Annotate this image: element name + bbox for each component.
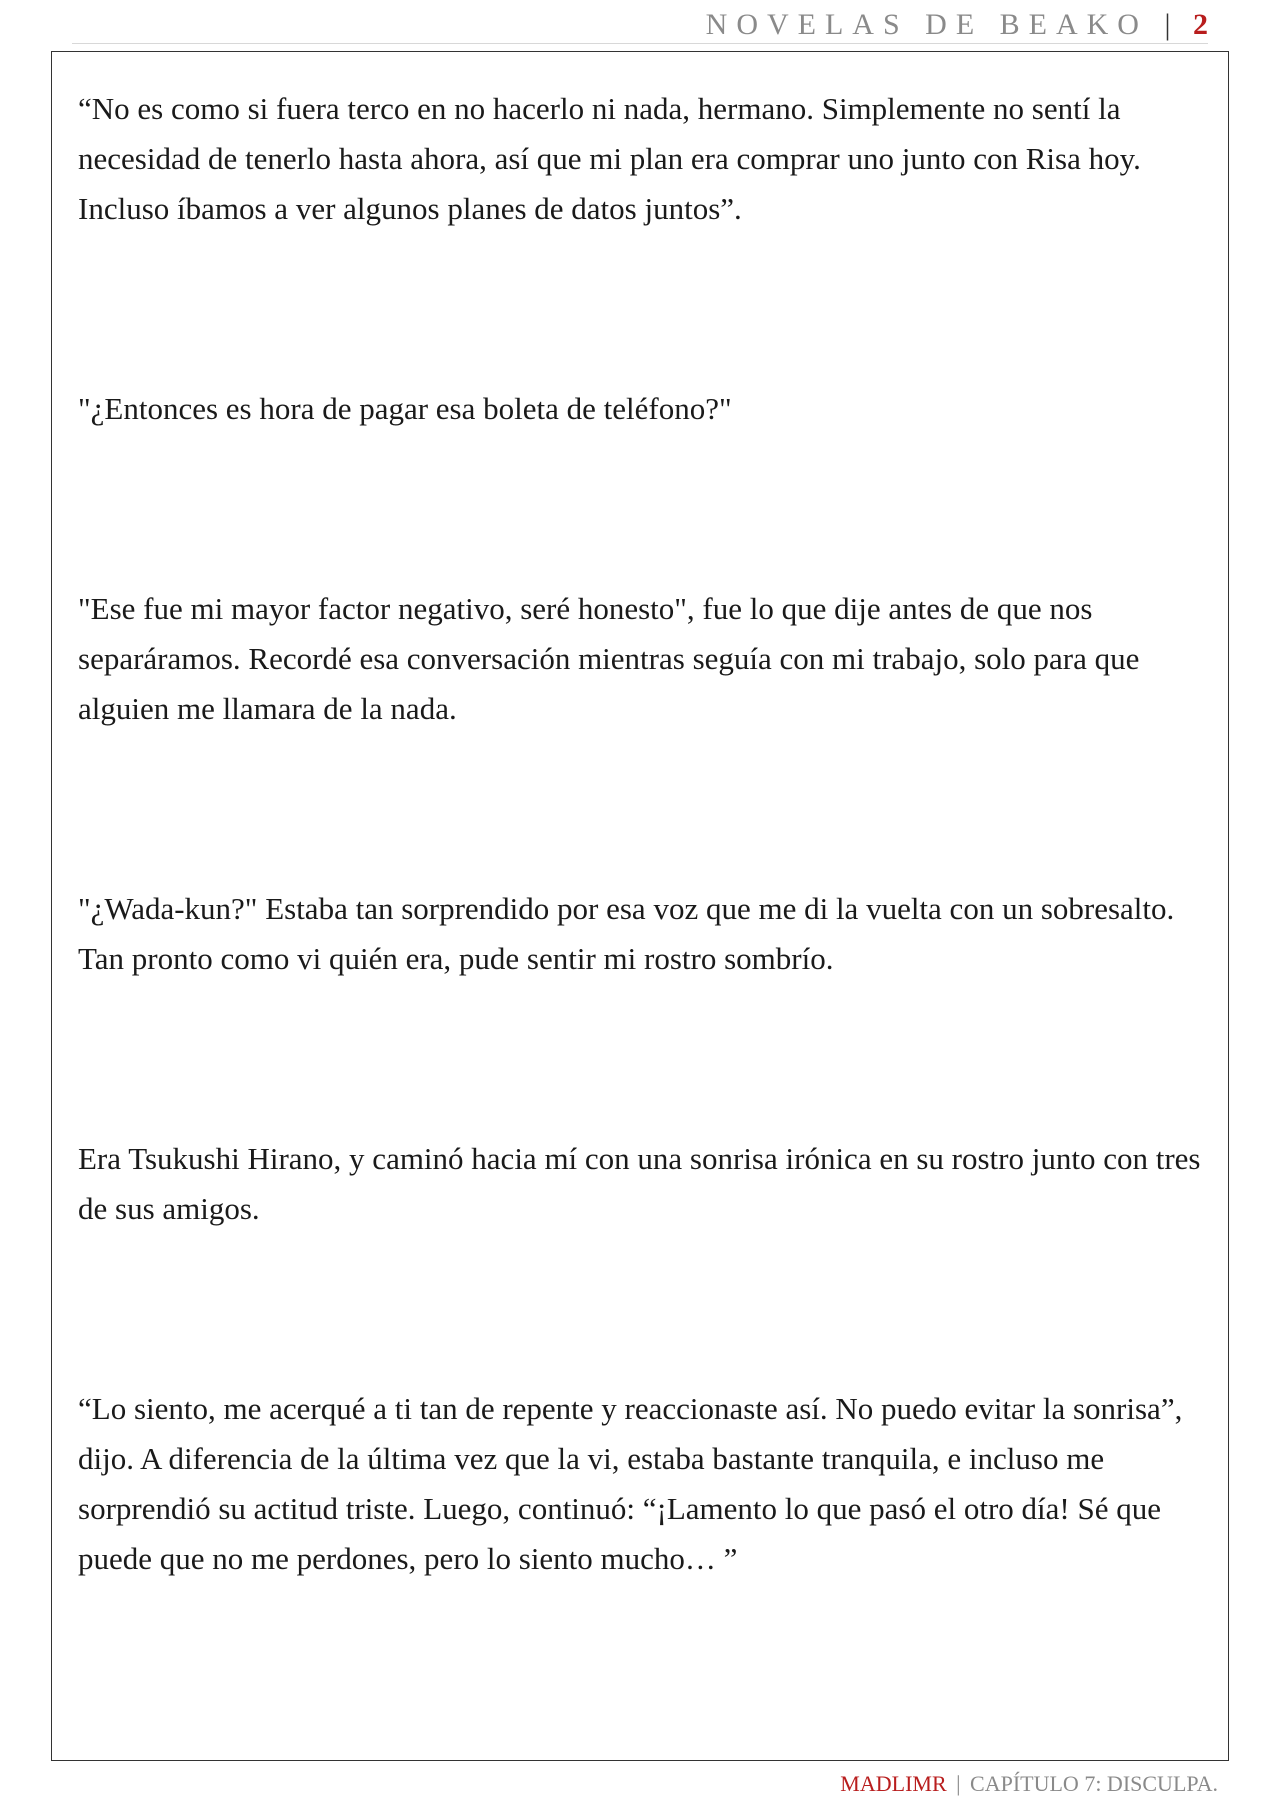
author-name: MADLIMR [840, 1771, 947, 1796]
footer-separator: | [956, 1771, 961, 1796]
chapter-title: CAPÍTULO 7: DISCULPA. [970, 1771, 1218, 1796]
paragraph-2: "¿Entonces es hora de pagar esa boleta de teléfono?" [78, 391, 732, 426]
paragraph-4: "¿Wada-kun?" Estaba tan sorprendido por esa voz que me di la vuelta con un sobresalto. Tan pronto como vi quién era, pude sentir mi rostro sombrío. [78, 891, 1175, 976]
running-footer [840, 1770, 1218, 1798]
book-title: NOVELAS DE BEAKO [705, 8, 1148, 41]
header-separator: | [1164, 8, 1171, 41]
paragraph-3: "Ese fue mi mayor factor negativo, seré honesto", fue lo que dije antes de que nos separáramos. Recordé esa conversación mientras seguía con mi trabajo, solo para que alguien me llamara de la nada. [78, 591, 1140, 726]
paragraph-5: Era Tsukushi Hirano, y caminó hacia mí con una sonrisa irónica en su rostro junto con tres de sus amigos. [78, 1141, 1201, 1226]
header-rule [72, 43, 1208, 44]
paragraph-6: “Lo siento, me acerqué a ti tan de repente y reaccionaste así. No puedo evitar la sonrisa”, dijo. A diferencia de la última vez que la vi, estaba bastante tranquila, e incluso me sorprendió su actitud triste. Luego, continuó: “¡Lamento lo que pasó el otro día! Sé que puede que no me perdones, pero lo siento mucho… ” [78, 1391, 1183, 1576]
paragraph-1: “No es como si fuera terco en no hacerlo ni nada, hermano. Simplemente no sentí la necesidad de tenerlo hasta ahora, así que mi plan era comprar uno junto con Risa hoy. Incluso íbamos a ver algunos planes de datos juntos”. [78, 91, 1141, 226]
body-text [78, 84, 1208, 1584]
running-header [706, 6, 1208, 44]
page-number: 2 [1193, 8, 1208, 41]
